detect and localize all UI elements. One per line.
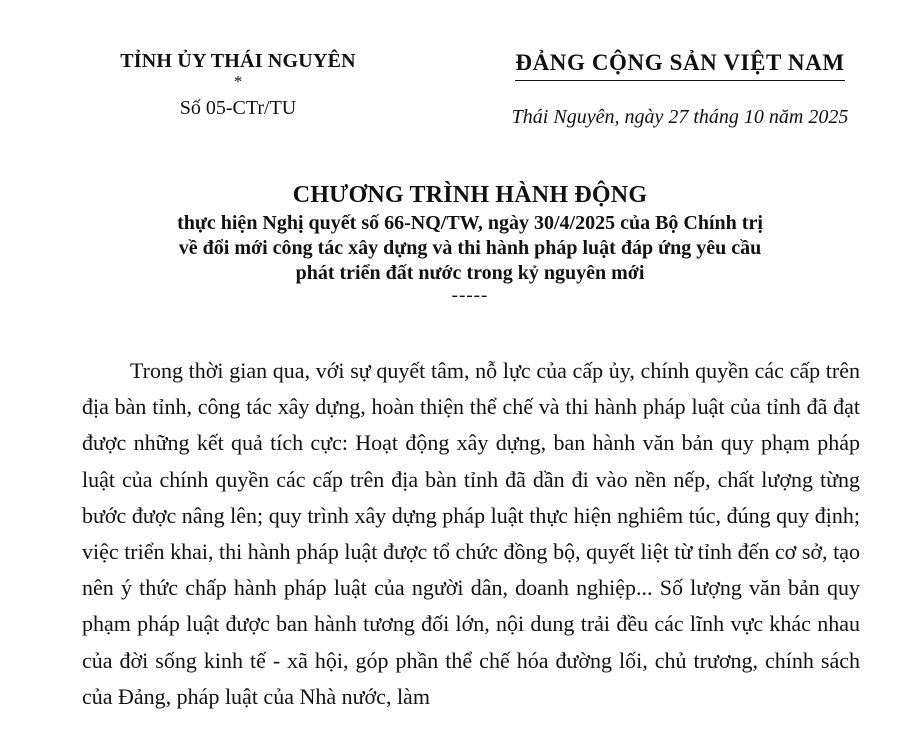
title-separator: ----- — [451, 285, 489, 306]
issuing-authority-block — [97, 48, 379, 121]
body-paragraph: Trong thời gian qua, với sự quyết tâm, nỗ lực của cấp ủy, chính quyền các cấp trên địa bàn tỉnh, công tác xây dựng, hoàn thiện thể chế và thi hành pháp luật của tỉnh đã đạt được những kết quả tích cực: Hoạt động xây dựng, ban hành văn bản quy phạm pháp luật của chính quyền các cấp trên địa bàn tỉnh đã dần đi vào nền nếp, chất lượng từng bước được nâng lên; quy trình xây dựng pháp luật thực hiện nghiêm túc, đúng quy định; việc triển khai, thi hành pháp luật được tổ chức đồng bộ, quyết liệt từ tỉnh đến cơ sở, tạo nên ý thức chấp hành pháp luật của người dân, doanh nghiệp... Số lượng văn bản quy phạm pháp luật được ban hành tương đối lớn, nội dung trải đều các lĩnh vực khác nhau của đời sống kinh tế - xã hội, góp phần thể chế hóa đường lối, chủ trương, chính sách của Đảng, pháp luật của Nhà nước, làm — [82, 358, 860, 709]
subtitle-line: phát triển đất nước trong kỷ nguyên mới — [295, 262, 645, 284]
document-number: Số 05-CTr/TU — [179, 97, 297, 119]
star-mark: * — [233, 72, 243, 91]
subtitle-line: về đổi mới công tác xây dựng và thi hành pháp luật đáp ứng yêu cầu — [178, 237, 762, 259]
document-title-block — [80, 179, 860, 306]
subtitle-line: thực hiện Nghị quyết số 66-NQ/TW, ngày 30/4/2025 của Bộ Chính trị — [177, 212, 763, 234]
issuing-organization: TỈNH ỦY THÁI NGUYÊN — [120, 50, 356, 72]
party-name: ĐẢNG CỘNG SẢN VIỆT NAM — [515, 48, 844, 81]
place-and-date: Thái Nguyên, ngày 27 tháng 10 năm 2025 — [511, 106, 849, 128]
document-title: CHƯƠNG TRÌNH HÀNH ĐỘNG — [292, 182, 648, 208]
party-header-block — [492, 48, 868, 130]
